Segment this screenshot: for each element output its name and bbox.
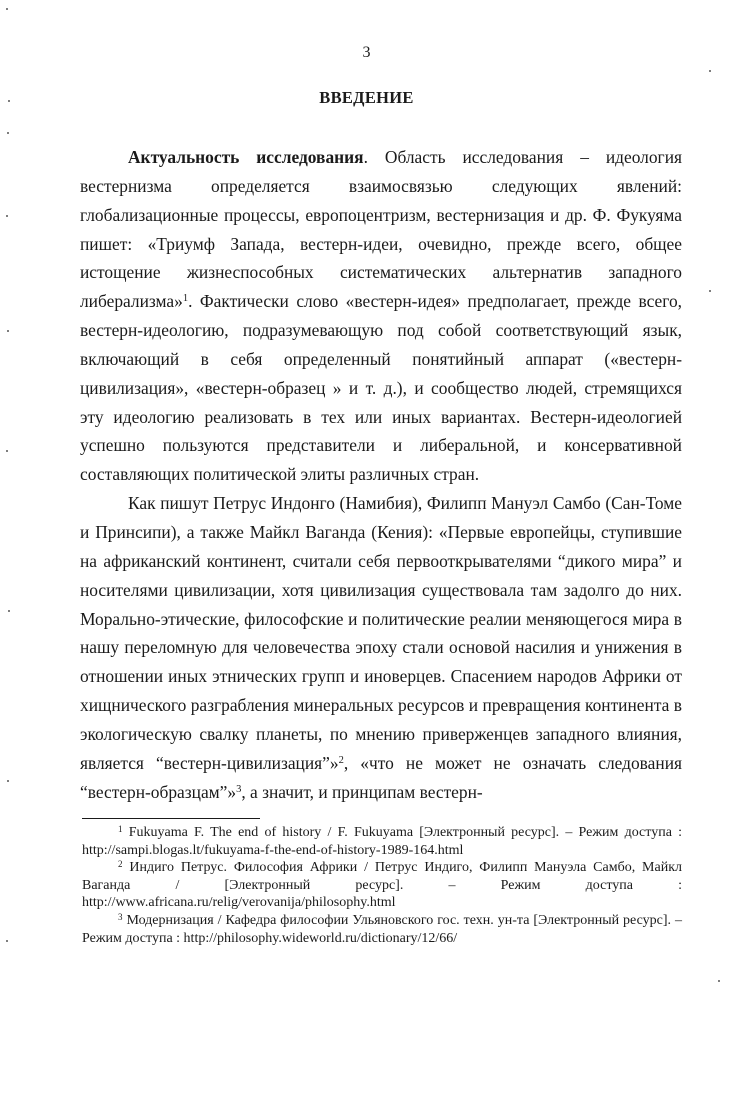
scan-speck — [709, 290, 711, 292]
footnote-divider — [82, 818, 260, 819]
footnote-mark: 3 — [118, 911, 123, 922]
paragraph-1 — [80, 143, 682, 489]
scan-speck — [7, 780, 9, 782]
paragraph-text: , а значит, и принципам вестерн- — [241, 781, 483, 802]
paragraph-text: . Фактически слово «вестерн-идея» предполагает, прежде всего, вестерн-идеологию, подразумевающую под собой соответствующий язык, включающий в себя определенный понятийный аппарат («вестерн-цивилизация», «вестерн-образец » и т. д.), и сообщество людей, стремящихся эту идеологию реализовать в тех или иных вариантах. Вестерн-идеологией успешно пользуются представители и либеральной, и консервативной составляющих политической элиты различных стран. — [80, 291, 682, 485]
paragraph-text: Как пишут Петрус Индонго (Намибия), Филипп Мануэл Самбо (Сан-Томе и Принсипи), а также Майкл Ваганда (Кения): «Первые европейцы, ступившие на африканский континент, считали себя первооткрывателями “дикого мира” и носителями цивилизации, хотя цивилизация существовала там задолго до них. Морально-этические, философские и политические реалии меняющегося мира в нашу переломную для человечества эпоху стали основой насилия и унижения в отношении иных этнических групп и иноверцев. Спасением народов Африки от хищнического разграбления минеральных ресурсов и превращения континента в экологическую свалку планеты, по мнению приверженцев западного влияния, является “вестерн-цивилизация”» — [80, 493, 682, 773]
scan-speck — [6, 215, 8, 217]
footnote-text: Fukuyama F. The end of history / F. Fukuyama [Электронный ресурс]. – Режим доступа : http://sampi.blogas.lt/fukuyama-f-the-end-of-history-1989-164.html — [82, 825, 682, 858]
footnotes — [82, 824, 682, 947]
scan-speck — [6, 940, 8, 942]
footnote-ref-2[interactable]: 2 — [338, 754, 344, 766]
footnote-1 — [82, 824, 682, 859]
footnote-ref-3[interactable]: 3 — [236, 783, 242, 795]
footnote-2 — [82, 859, 682, 912]
scan-speck — [6, 8, 8, 10]
paragraph-text: . Область исследования – идеология вестернизма определяется взаимосвязью следующих явлений: глобализационные процессы, европоцентризм, вестернизация и др. Ф. Фукуяма пишет: «Триумф Запада, вестерн-идеи, очевидно, прежде всего, общее истощение жизнеспособных систематических альтернатив западного либерализма» — [80, 147, 682, 312]
paragraph-2 — [80, 489, 682, 806]
page-title: ВВЕДЕНИЕ — [319, 88, 414, 107]
page-number: 3 — [362, 44, 371, 61]
scan-speck — [7, 330, 9, 332]
scan-speck — [8, 610, 10, 612]
footnote-text: Индиго Петрус. Философия Африки / Петрус Индиго, Филипп Мануэла Самбо, Майкл Ваганда / [Электронный ресурс]. – Режим доступа : http://www.africana.ru/relig/verovanija/philosophy.html — [82, 860, 682, 911]
footnote-3 — [82, 912, 682, 947]
footnote-mark: 1 — [118, 824, 123, 834]
scan-speck — [6, 450, 8, 452]
paragraph-text: , «что не может не означать следования “вестерн-образцам”» — [80, 752, 682, 802]
scan-speck — [8, 100, 10, 102]
scan-speck — [7, 132, 9, 134]
footnote-mark: 2 — [118, 859, 123, 870]
scan-speck — [709, 70, 711, 72]
footnote-text: Модернизация / Кафедра философии Ульяновского гос. техн. ун-та [Электронный ресурс]. – Режим доступа : http://philosophy.wideworld.ru/dictionary/12/66/ — [82, 912, 682, 946]
paragraph-lead: Актуальность исследования — [128, 147, 364, 167]
footnote-ref-1[interactable]: 1 — [182, 293, 189, 305]
scan-speck — [718, 980, 720, 982]
main-text — [80, 143, 682, 806]
